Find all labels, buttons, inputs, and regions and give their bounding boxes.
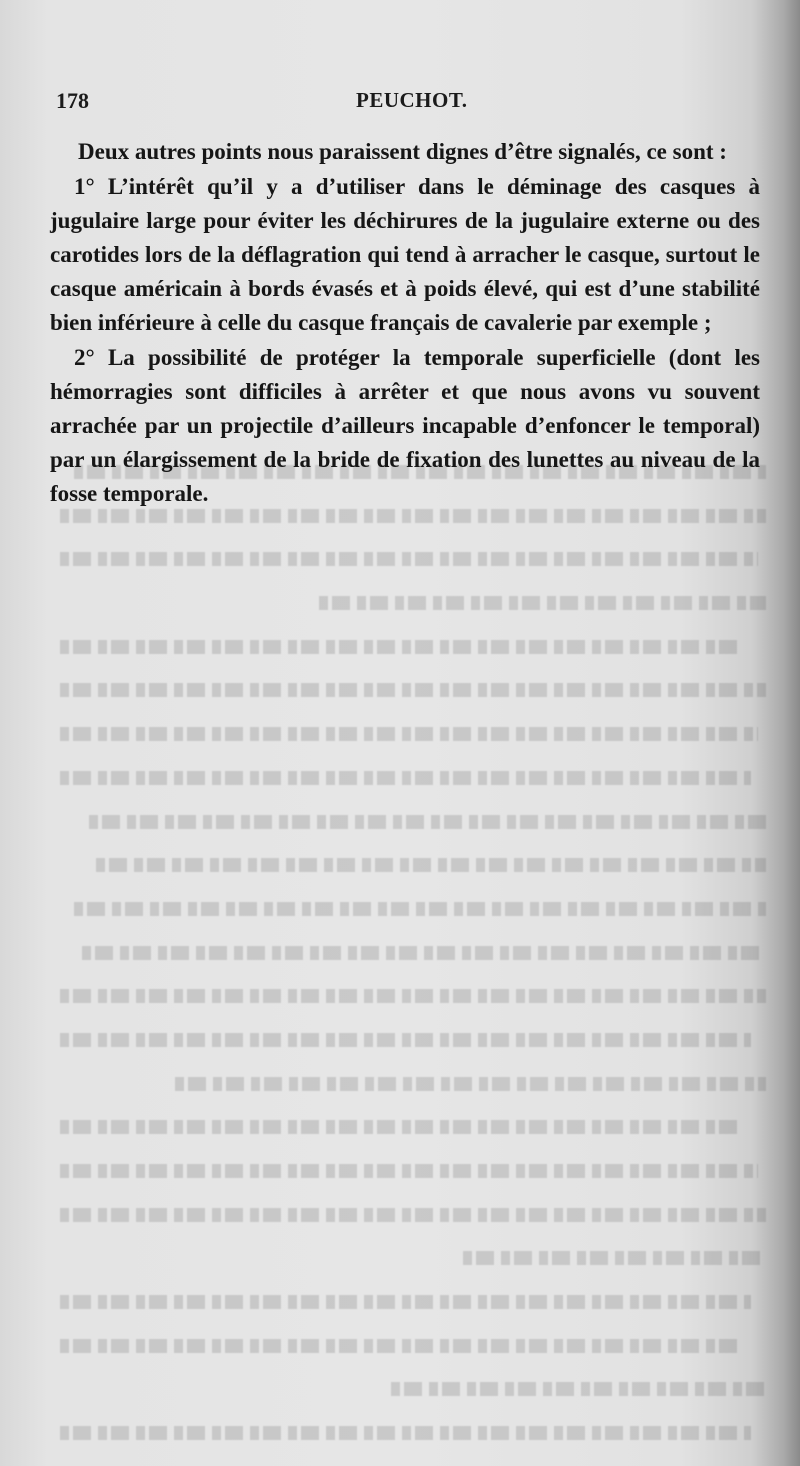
list-item-1: 1° L’intérêt qu’il y a d’utiliser dans le déminage des casques à jugulaire large pour éviter les déchirures de la jugulaire externe ou des carotides lors de la déflagration qui tend à arracher le casque, surtout le casque américain à bords évasés et à poids élevé, qui est d’une stabilité bien inférieure à celle du casque français de cavalerie par exemple ; — [50, 174, 760, 335]
page-header — [56, 88, 756, 116]
list-item-2: 2° La possibilité de protéger la temporale superficielle (dont les hémorragies sont difficiles à arrêter et que nous avons vu souvent arrachée par un projectile d’ailleurs incapable d’enfoncer le temporal) par un élargissement de la bride de fixation des lunettes au niveau de la fosse temporale. — [50, 345, 760, 506]
body-text — [50, 135, 760, 512]
intro-paragraph: Deux autres points nous paraissent dignes d’être signalés, ce sont : — [78, 139, 727, 164]
page-number: 178 — [56, 88, 89, 113]
show-through-text — [60, 455, 780, 1435]
running-head: PEUCHOT. — [356, 88, 468, 112]
